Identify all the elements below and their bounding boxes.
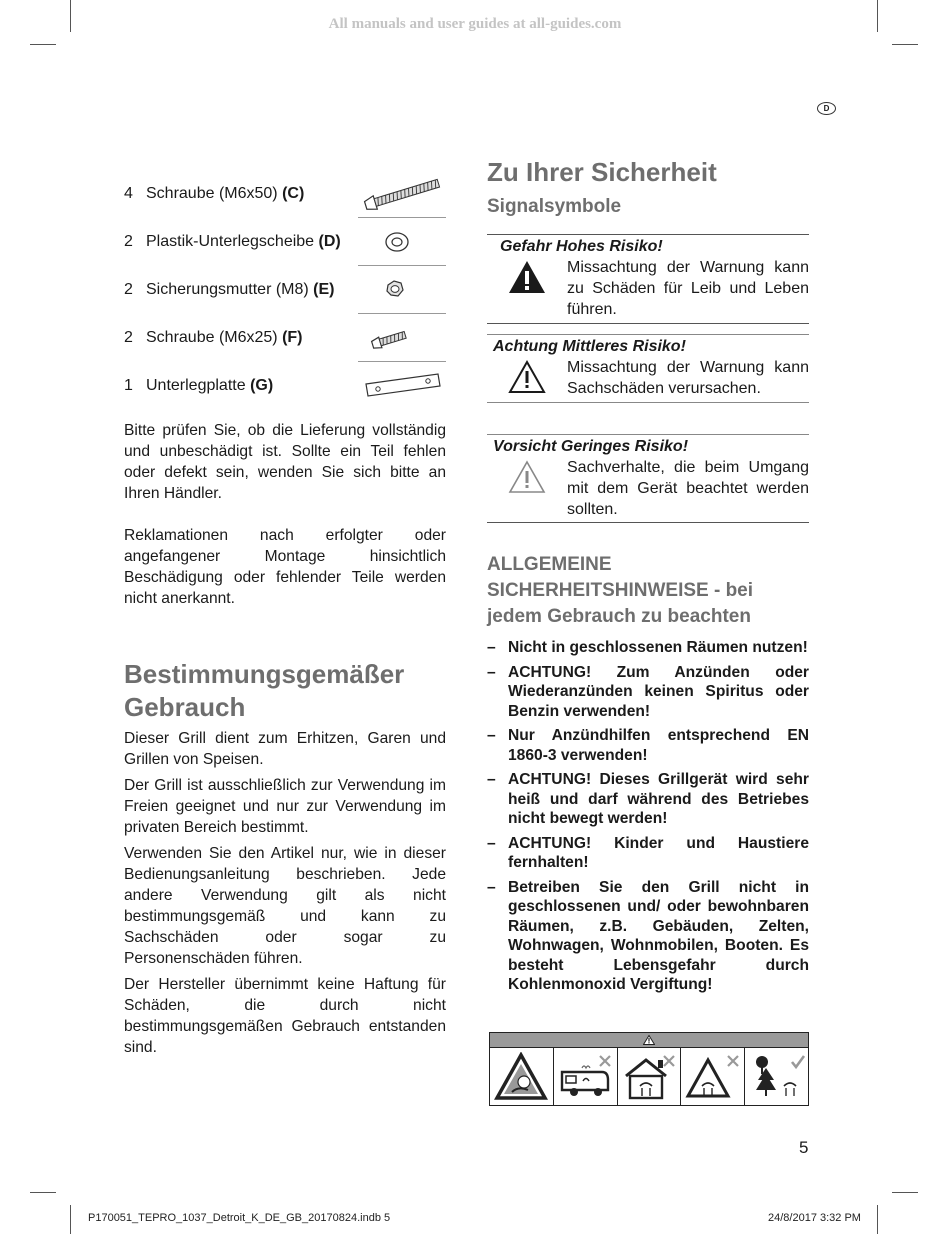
plate-icon (360, 362, 446, 410)
part-qty: 1 (124, 377, 133, 394)
signal-title: Vorsicht Geringes Risiko! (493, 438, 689, 455)
list-item: – Nur Anzündhilfen entsprechend EN 1860-3 verwenden! (487, 727, 809, 764)
co-warning-icon (490, 1048, 554, 1105)
list-item: – ACHTUNG! Dieses Grillgerät wird sehr heiß und darf während des Betriebes nicht bewegt werden! (487, 771, 809, 827)
general-safety-heading: ALLGEMEINE SICHERHEITSHINWEISE - bei jedem Gebrauch zu beachten (487, 554, 754, 627)
part-qty: 2 (124, 281, 133, 298)
part-name: Schraube (M6x25) (F) (146, 329, 303, 346)
outdoor-ok-icon (745, 1048, 808, 1105)
list-item: – ACHTUNG! Kinder und Haustiere fernhalten! (487, 834, 809, 871)
intended-use-heading: Bestimmungsgemäßer Gebrauch (124, 659, 405, 722)
list-item: – Betreiben Sie den Grill nicht in geschlossenen und/ oder bewohnbaren Räumen, z.B. Gebäuden, Zelten, Wohnwagen, Wohnmobilen, Booten. Es besteht Lebensgefahr durch Kohlenmonoxid Vergiftung! (487, 878, 809, 993)
crop-mark (892, 44, 918, 45)
caution-light-triangle-icon (487, 457, 567, 520)
list-item: – Nicht in geschlossenen Räumen nutzen! (487, 639, 808, 656)
warning-bar (490, 1033, 808, 1048)
signal-warning (487, 334, 809, 403)
no-caravan-icon (554, 1048, 618, 1105)
part-name: Unterlegplatte (G) (146, 377, 274, 394)
intended-use-paragraph: Verwenden Sie den Artikel nur, wie in dieser Bedienungsanleitung beschrieben. Jede andere Verwendung gilt als nicht bestimmungsgemäß und kann zu Sachschäden oder sogar zu Personenschäden führen. (124, 845, 446, 967)
complaints-note: Reklamationen nach erfolgter oder angefangener Montage hinsichtlich Beschädigung oder fehlender Teile werden nicht anerkannt. (124, 527, 446, 607)
part-row (124, 362, 446, 410)
short-screw-icon (360, 314, 446, 362)
crop-mark (70, 1205, 71, 1234)
signal-title: Gefahr Hohes Risiko! (500, 238, 663, 255)
signal-text: Sachverhalte, die beim Umgang mit dem Gerät beachtet werden sollten. (567, 459, 809, 518)
watermark: All manuals and user guides at all-guides.com (328, 16, 622, 32)
signal-symbols-heading: Signalsymbole (487, 196, 622, 217)
long-screw-icon (360, 170, 446, 218)
part-row (124, 314, 446, 362)
signal-text: Missachtung der Warnung kann Sachschäden verursachen. (567, 359, 809, 397)
list-item: – ACHTUNG! Zum Anzünden oder Wiederanzünden keinen Spiritus oder Benzin verwenden! (487, 663, 809, 720)
part-qty: 2 (124, 329, 133, 346)
intended-use-paragraph: Dieser Grill dient zum Erhitzen, Garen und Grillen von Speisen. (124, 730, 446, 768)
part-name: Plastik-Unterlegscheibe (D) (146, 233, 341, 250)
pictogram-strip (489, 1032, 809, 1106)
intended-use-paragraph: Der Hersteller übernimmt keine Haftung für Schäden, die durch nicht bestimmungsgemäßen Gebrauch entstanden sind. (124, 976, 446, 1056)
part-name: Sicherungsmutter (M8) (E) (146, 281, 335, 298)
signal-text: Missachtung der Warnung kann zu Schäden für Leib und Leben führen. (567, 259, 809, 318)
crop-mark (892, 1192, 918, 1193)
part-qty: 4 (124, 185, 133, 202)
intended-use-paragraph: Der Grill ist ausschließlich zur Verwendung im Freien geeignet und nur zur Verwendung im privaten Bereich bestimmt. (124, 777, 446, 836)
page-number: 5 (799, 1138, 809, 1157)
crop-mark (30, 1192, 56, 1193)
part-row (124, 218, 446, 266)
signal-title: Achtung Mittleres Risiko! (493, 338, 686, 355)
footer-datetime: 24/8/2017 3:32 PM (768, 1212, 861, 1224)
part-row (124, 170, 446, 218)
language-badge: D (817, 102, 836, 115)
intended-use-body (124, 728, 446, 1058)
no-house-icon (618, 1048, 682, 1105)
part-row (124, 266, 446, 314)
small-warning-icon (643, 1035, 655, 1045)
no-tent-icon (681, 1048, 745, 1105)
washer-icon (360, 218, 446, 266)
safety-list (487, 638, 809, 1000)
part-qty: 2 (124, 233, 133, 250)
lock-nut-icon (360, 266, 446, 314)
crop-mark (30, 44, 56, 45)
crop-mark (877, 1205, 878, 1234)
signal-danger (487, 234, 809, 324)
parts-list (124, 170, 446, 410)
signal-caution (487, 434, 809, 523)
footer-filename: P170051_TEPRO_1037_Detroit_K_DE_GB_20170824.indb 5 (88, 1212, 391, 1224)
warning-outline-triangle-icon (487, 357, 567, 399)
safety-heading: Zu Ihrer Sicherheit (487, 157, 717, 187)
part-name: Schraube (M6x50) (C) (146, 185, 305, 202)
danger-filled-triangle-icon (487, 257, 567, 320)
delivery-note: Bitte prüfen Sie, ob die Lieferung vollständig und unbeschädigt ist. Sollte ein Teil fehlen oder defekt sein, wenden Sie sich bitte an Ihren Händler. (124, 422, 446, 502)
